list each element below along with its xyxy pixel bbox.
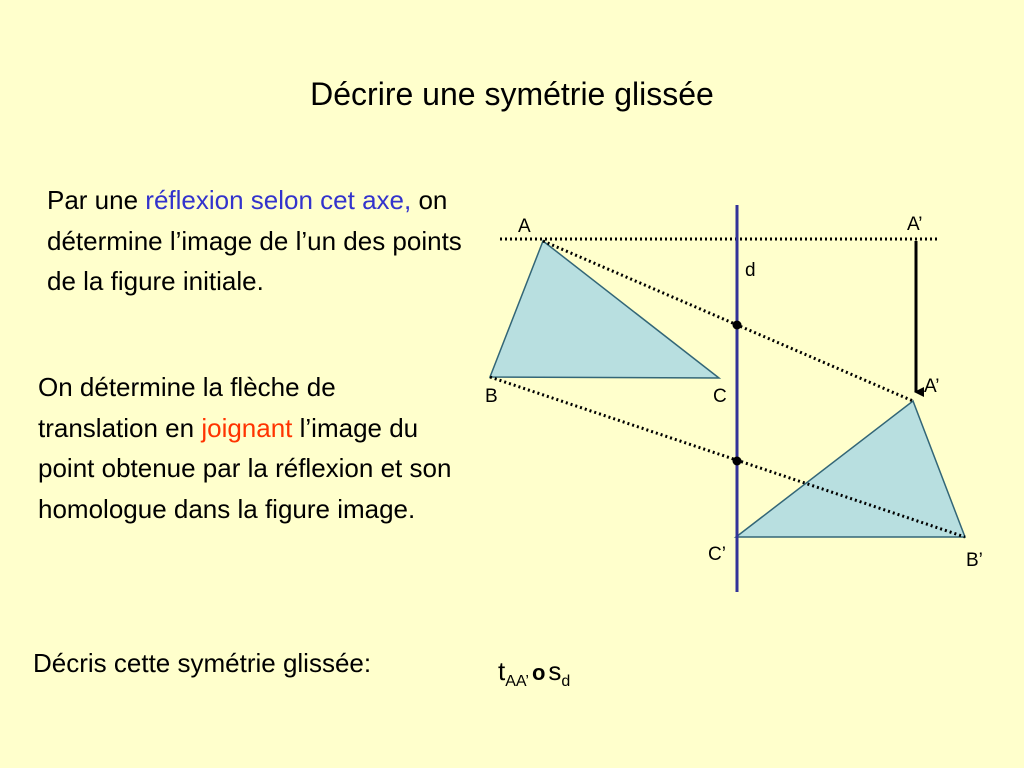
label-A-prime: A’ [924, 376, 940, 397]
translation-symbol: t [498, 656, 506, 686]
reflection-subscript: d [561, 673, 571, 690]
label-A-prime-top: A’ [907, 214, 923, 235]
composition-operator: o [531, 660, 546, 685]
midpoint-dot-lower [733, 457, 742, 466]
page-title: Décrire une symétrie glissée [310, 76, 714, 112]
original-triangle [490, 241, 719, 378]
label-A: A [518, 216, 531, 237]
label-d: d [745, 260, 756, 281]
reflection-symbol: s [548, 656, 562, 686]
reflection-text-end: on détermine l’image de l’un des points de la figure initiale. [47, 185, 462, 296]
translation-highlight: joignant [201, 412, 293, 443]
label-C: C [713, 386, 727, 407]
reflection-highlight: réflexion selon cet axe, [145, 185, 412, 215]
reflection-text-start: Par une [47, 185, 146, 215]
label-B: B [485, 386, 498, 407]
translation-text-start: On détermine la flèche de translation en [38, 372, 336, 443]
question-prompt: Décris cette symétrie glissée: [33, 648, 372, 678]
label-B-prime: B’ [966, 550, 983, 571]
translation-text-end: l’image du point obtenue par la réflexion et son homologue dans la figure image. [38, 412, 452, 524]
label-C-prime: C’ [708, 544, 726, 565]
midpoint-dot-upper [733, 321, 742, 330]
translation-subscript: AA’ [505, 673, 529, 690]
image-triangle [736, 401, 965, 537]
